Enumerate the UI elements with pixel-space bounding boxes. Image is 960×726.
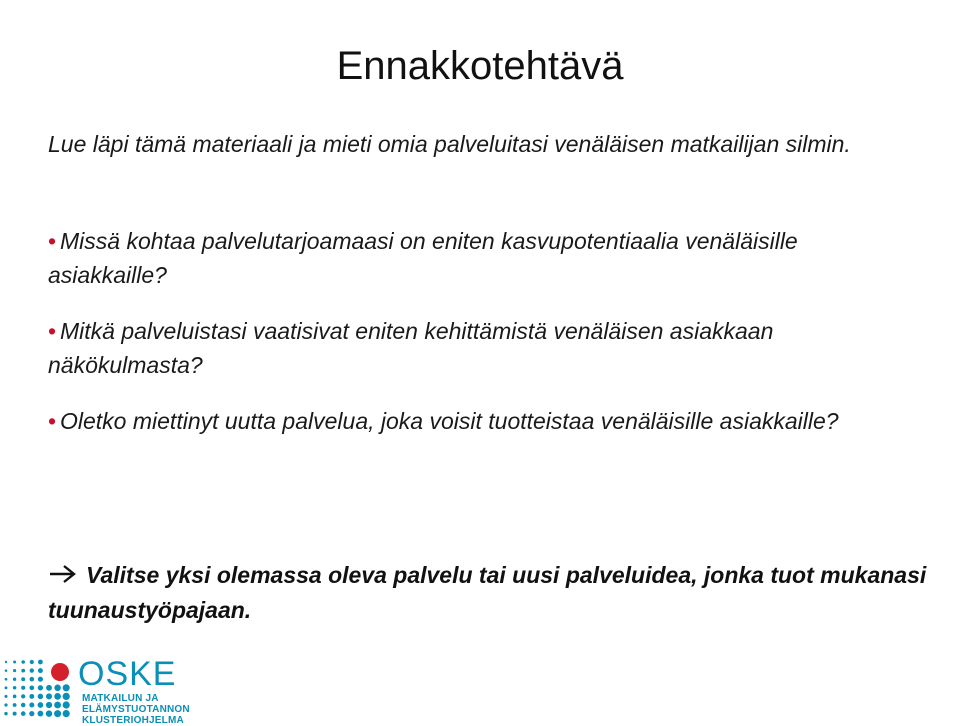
logo-dot xyxy=(38,685,43,690)
logo-dot xyxy=(5,678,8,681)
bullet-item xyxy=(48,224,908,292)
task-text: Valitse yksi olemassa oleva palvelu tai uusi palveluidea, jonka tuot mukanasi tuunaustyöpajaan. xyxy=(48,562,927,623)
logo-dot xyxy=(21,677,25,681)
logo-dot xyxy=(63,701,70,708)
logo-dot xyxy=(46,685,52,691)
logo-dot xyxy=(30,668,34,672)
logo-dot xyxy=(54,685,61,692)
logo-dot xyxy=(38,694,43,699)
logo-dot xyxy=(5,669,8,672)
dot-grid-logo-icon xyxy=(2,658,74,720)
logo-dot xyxy=(4,703,7,706)
logo-dot xyxy=(30,660,34,664)
logo-dot xyxy=(29,702,34,707)
logo-dot xyxy=(4,712,7,715)
logo-dot xyxy=(5,686,8,689)
bullet-text: Oletko miettinyt uutta palvelua, joka voisit tuotteistaa venäläisille asiakkaille? xyxy=(60,408,839,434)
logo-dot xyxy=(63,693,70,700)
logo-dot xyxy=(38,702,44,708)
logo-dot xyxy=(54,702,61,709)
bullet-text: Mitkä palveluistasi vaatisivat eniten kehittämistä venäläisen asiakkaan näkökulmasta? xyxy=(48,318,774,378)
logo-dot xyxy=(29,711,34,716)
logo-dot xyxy=(63,684,70,691)
bullet-item xyxy=(48,314,908,382)
logo-dot xyxy=(13,703,17,707)
bullet-dot-icon: • xyxy=(48,318,57,344)
logo-dot xyxy=(13,686,17,690)
logo-line: MATKAILUN JA xyxy=(82,693,159,704)
logo-dot xyxy=(54,693,61,700)
logo-dot xyxy=(46,710,52,716)
logo-red-dot xyxy=(51,663,69,681)
bullet-text: Missä kohtaa palvelutarjoamaasi on eniten kasvupotentiaalia venäläisille asiakkaille? xyxy=(48,228,798,288)
logo-dot xyxy=(5,661,7,663)
logo-dot xyxy=(4,695,7,698)
logo-line: KLUSTERIOHJELMA xyxy=(82,715,184,726)
logo-dot xyxy=(29,685,34,690)
logo-dot xyxy=(38,668,43,673)
bullet-list xyxy=(48,224,908,460)
logo-dot xyxy=(21,669,25,673)
logo-dot xyxy=(13,678,16,681)
task-instruction xyxy=(48,558,928,628)
logo-dot xyxy=(63,710,70,717)
intro-text: Lue läpi tämä materiaali ja mieti omia palveluitasi venäläisen matkailijan silmin. xyxy=(48,131,851,157)
logo-dot xyxy=(46,693,52,699)
slide-title: Ennakkotehtävä xyxy=(336,44,624,88)
logo-dot xyxy=(21,711,26,716)
logo-dot xyxy=(13,695,17,699)
logo-wordmark: OSKE xyxy=(78,655,177,693)
logo-dot xyxy=(13,712,17,716)
logo-dot xyxy=(21,660,25,664)
oske-logo xyxy=(2,652,202,726)
logo-dot xyxy=(29,694,34,699)
logo-dot xyxy=(13,661,16,664)
logo-dot xyxy=(21,694,25,698)
bullet-item xyxy=(48,404,908,438)
bullet-dot-icon: • xyxy=(48,408,57,434)
logo-line: ELÄMYSTUOTANNON xyxy=(82,704,190,715)
bullet-dot-icon: • xyxy=(48,228,57,254)
logo-dot xyxy=(21,703,25,707)
logo-dot xyxy=(54,710,61,717)
logo-dot xyxy=(38,677,43,682)
right-arrow-icon xyxy=(48,563,78,585)
logo-dot xyxy=(46,702,52,708)
logo-dot xyxy=(21,686,25,690)
logo-dot xyxy=(30,677,35,682)
logo-dot xyxy=(13,669,16,672)
logo-dot xyxy=(37,711,43,717)
logo-dot xyxy=(38,660,43,665)
